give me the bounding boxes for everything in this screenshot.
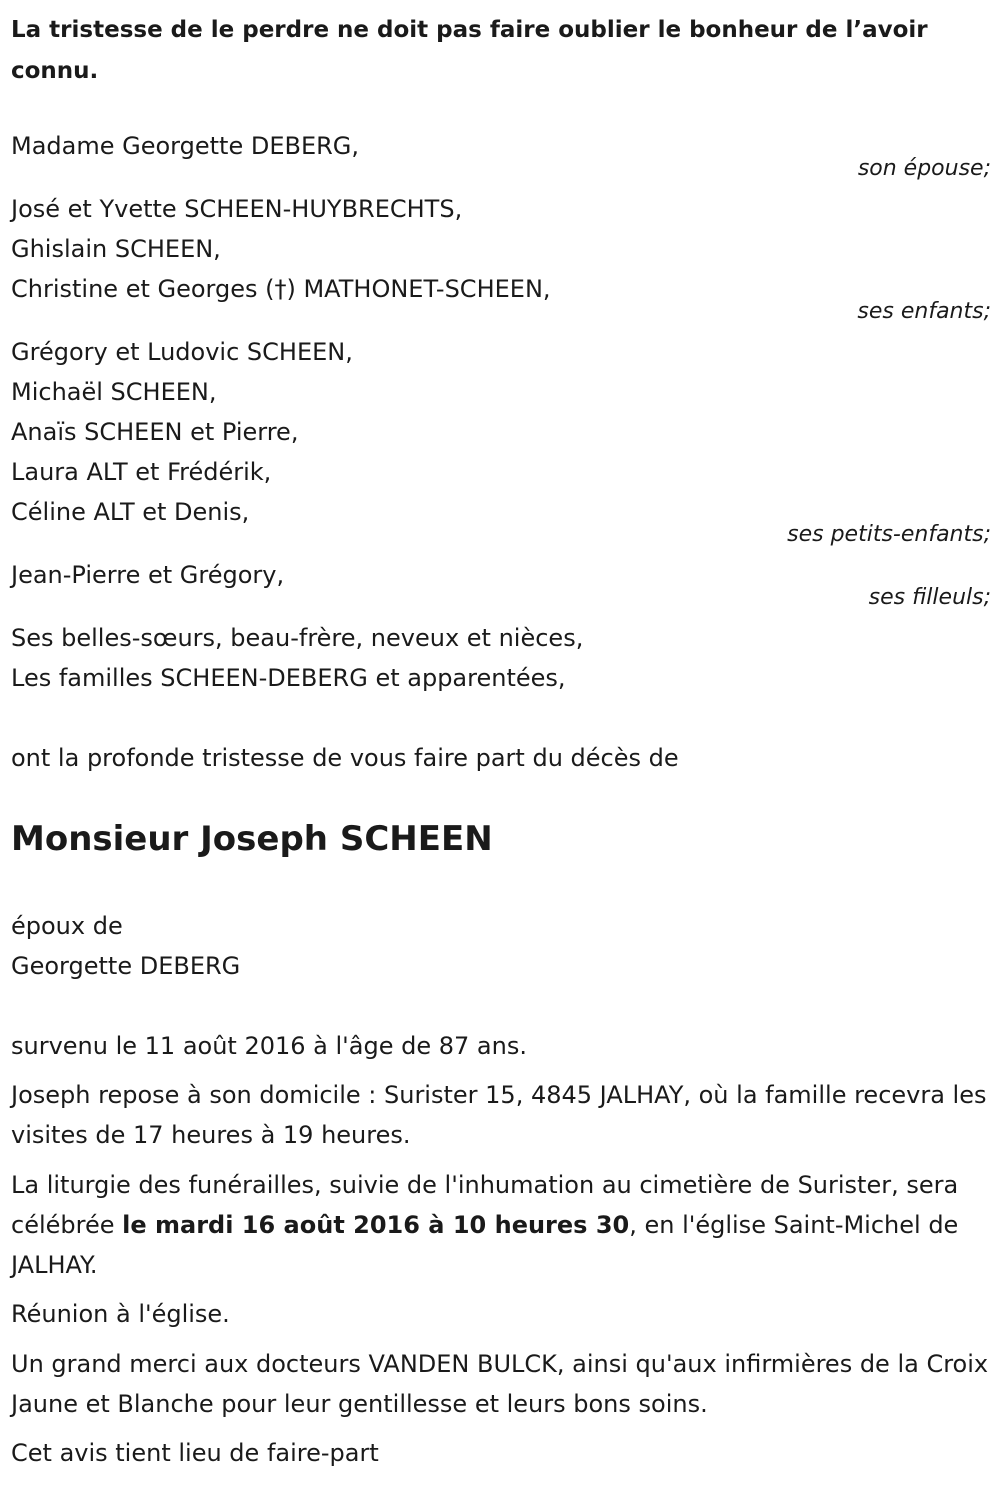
- godchildren-line: Jean-Pierre et Grégory,: [11, 561, 285, 589]
- children-role: ses enfants;: [857, 299, 991, 324]
- deceased-name: Monsieur Joseph SCHEEN: [11, 819, 493, 859]
- grandchild-line: Céline ALT et Denis,: [11, 498, 250, 526]
- grandchild-line: Anaïs SCHEEN et Pierre,: [11, 418, 299, 446]
- spouse-of-name: Georgette DEBERG: [11, 952, 241, 980]
- child-line: Christine et Georges (†) MATHONET-SCHEEN,: [11, 275, 551, 303]
- child-line: Ghislain SCHEEN,: [11, 235, 221, 263]
- repose-info: Joseph repose à son domicile : Surister 15, 4845 JALHAY, où la famille recevra les visites de 17 heures à 19 heures.: [11, 1081, 987, 1149]
- announcement-text: ont la profonde tristesse de vous faire part du décès de: [11, 744, 679, 772]
- death-info: survenu le 11 août 2016 à l'âge de 87 ans.: [11, 1032, 527, 1060]
- reunion-info: Réunion à l'église.: [11, 1300, 230, 1328]
- godchildren-role: ses filleuls;: [868, 585, 991, 610]
- spouse-name: Madame Georgette DEBERG,: [11, 132, 360, 160]
- thanks-text: Un grand merci aux docteurs VANDEN BULCK, ainsi qu'aux infirmières de la Croix Jaune et Blanche pour leur gentillesse et leurs bons soins.: [11, 1350, 989, 1418]
- grandchild-line: Laura ALT et Frédérik,: [11, 458, 272, 486]
- others-line: Ses belles-sœurs, beau-frère, neveux et nièces,: [11, 624, 584, 652]
- spouse-role: son épouse;: [857, 156, 991, 181]
- spouse-of-label: époux de: [11, 912, 123, 940]
- opening-quote: La tristesse de le perdre ne doit pas faire oublier le bonheur de l’avoir connu.: [11, 17, 928, 84]
- grandchildren-role: ses petits-enfants;: [787, 522, 991, 547]
- grandchild-line: Michaël SCHEEN,: [11, 378, 217, 406]
- grandchild-line: Grégory et Ludovic SCHEEN,: [11, 338, 353, 366]
- liturgy-text: La liturgie des funérailles, suivie de l'inhumation au cimetière de Surister, sera célébrée: [11, 1171, 959, 1239]
- liturgy-info: [11, 1165, 991, 1285]
- liturgy-text-end: , en l'église Saint-Michel de JALHAY.: [11, 1211, 959, 1279]
- others-line: Les familles SCHEEN-DEBERG et apparentées,: [11, 664, 566, 692]
- child-line: José et Yvette SCHEEN-HUYBRECHTS,: [11, 195, 463, 223]
- closing-text: Cet avis tient lieu de faire-part: [11, 1439, 379, 1467]
- liturgy-date: le mardi 16 août 2016 à 10 heures 30: [122, 1211, 630, 1239]
